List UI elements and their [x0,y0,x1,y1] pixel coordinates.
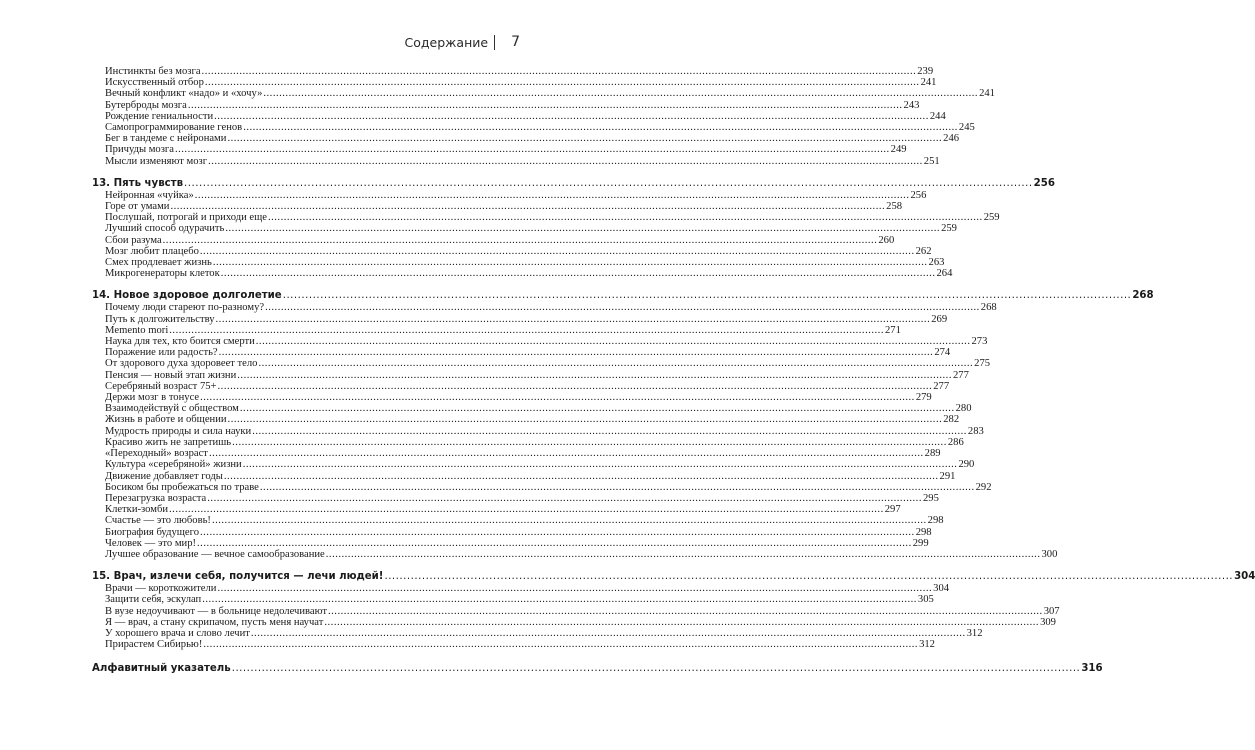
leader-dots [283,289,1132,302]
leader-dots [175,144,890,155]
toc-entry-title: Смех продлевает жизнь [105,257,212,269]
toc-entry[interactable] [92,122,975,134]
toc-entry-title: Лучший способ одурачить [105,223,225,235]
toc-entry-page: 258 [886,201,903,213]
toc-entry-page: 292 [975,481,992,493]
toc-entry-title: Искусственный отбор [105,77,204,89]
toc-entry-page: 245 [958,122,975,134]
toc-entry-title: Мозг любит плацебо [105,245,199,257]
toc-entry-title: Наука для тех, кто боится смерти [105,336,255,348]
toc-entry[interactable] [92,313,948,325]
toc-entry-page: 274 [934,347,951,359]
toc-entry-page: 312 [919,639,935,651]
page-number: 7 [511,34,520,50]
toc-entry-title: Серебряный возраст 75+ [105,380,217,392]
leader-dots [227,133,942,144]
leader-dots [251,628,966,639]
toc-entry[interactable] [92,583,950,595]
toc-entry-title: Я — врач, а стану скрипачом, пусть меня научат [105,616,324,628]
leader-dots [207,493,922,504]
toc-entry-title: Бег в тандеме с нейронами [105,133,227,145]
toc-entry[interactable] [92,144,907,156]
chapter-entry-title: 15. Врач, излечи себя, получится — лечи людей! [92,571,384,583]
leader-dots [224,471,939,482]
toc-entry[interactable] [92,99,920,111]
index-entry[interactable] [92,662,1103,675]
toc-entry-title: Босиком бы пробежаться по траве [105,481,259,493]
toc-entry-page: 239 [917,66,934,77]
toc-entry-title: У хорошего врача и слово лечит [105,627,250,639]
leader-dots [243,122,958,133]
toc-entry[interactable] [92,537,929,549]
toc-entry-page: 300 [1041,548,1058,560]
toc-entry-title: Прирастем Сибирью! [105,639,203,651]
toc-entry-title: Лучшее образование — вечное самообразование [105,548,325,560]
leader-dots [232,662,1081,675]
toc-entry-title: Врачи — короткожители [105,583,217,595]
leader-dots [214,111,929,122]
toc-entry[interactable] [92,436,964,448]
leader-dots [200,246,915,257]
leader-dots [218,381,933,392]
toc-entry[interactable] [92,358,991,370]
toc-entry[interactable] [92,425,984,437]
chapter-entry-page: 304 [1234,571,1255,583]
leader-dots [252,426,967,437]
toc-entry[interactable] [92,380,950,392]
toc-entry[interactable] [92,594,934,606]
header-divider [494,35,495,50]
toc-entry-page: 269 [931,313,948,325]
toc-entry[interactable] [92,481,992,493]
toc-entry-title: Жизнь в работе и общении [105,414,227,426]
leader-dots [212,515,927,526]
chapter-entry[interactable] [92,177,1055,190]
toc-entry[interactable] [92,403,972,415]
leader-dots [195,190,910,201]
toc-entry-title: Инстинкты без мозга [105,66,201,77]
toc-entry-title: Нейронная «чуйка» [105,189,194,201]
toc-entry-page: 312 [966,627,983,639]
toc-entry-title: Memento mori [105,324,169,336]
leader-dots [232,437,947,448]
toc-entry[interactable] [92,268,953,280]
leader-dots [205,77,920,88]
leader-dots [268,212,983,223]
toc-entry-title: Бутерброды мозга [105,99,187,111]
toc-entry[interactable] [92,492,939,504]
toc-section [92,66,995,167]
toc-entry-page: 277 [933,380,950,392]
leader-dots [208,156,923,167]
toc-entry-page: 290 [958,459,975,471]
toc-entry-title: Послушай, потрогай и приходи еще [105,212,267,224]
leader-dots [225,223,940,234]
toc-entry[interactable] [92,212,1000,224]
toc-entry-page: 283 [967,425,984,437]
toc-entry[interactable] [92,392,932,404]
toc-entry-page: 259 [941,223,957,235]
leader-dots [163,235,878,246]
toc-entry-page: 305 [917,594,934,606]
leader-dots [219,347,934,358]
leader-dots [200,527,915,538]
toc-entry-title: Самопрограммирование генов [105,122,243,134]
leader-dots [170,201,885,212]
toc-entry[interactable] [92,347,951,359]
toc-entry-title: Поражение или радость? [105,347,218,359]
toc-entry[interactable] [92,504,901,516]
table-of-contents [92,66,1255,675]
toc-entry-title: Сбои разума [105,234,162,246]
leader-dots [324,617,1039,628]
leader-dots [202,66,917,77]
leader-dots [169,504,884,515]
toc-entry-title: Счастье — это любовь! [105,515,211,527]
toc-entry-page: 286 [947,436,964,448]
toc-entry-page: 297 [884,504,901,516]
toc-entry-page: 273 [971,336,988,348]
toc-entry-title: Рождение гениальности [105,110,214,122]
toc-entry-title: Биография будущего [105,526,199,538]
toc-entry[interactable] [92,459,975,471]
toc-entry[interactable] [92,515,944,527]
toc-entry-page: 299 [912,537,929,549]
toc-section [92,177,1055,280]
toc-entry-page: 309 [1040,616,1056,628]
chapter-entry-title: 13. Пять чувств [92,177,184,189]
toc-entry-title: Путь к долгожительству [105,313,215,325]
toc-entry-page: 282 [943,414,960,426]
toc-entry-title: Культура «серебряной» жизни [105,459,242,471]
chapter-entry-page: 256 [1033,177,1055,189]
leader-dots [263,88,978,99]
toc-entry-page: 249 [890,144,907,156]
index-entry-page: 316 [1081,663,1103,675]
toc-entry-page: 262 [915,245,932,257]
leader-dots [200,392,915,403]
leader-dots [228,414,943,425]
toc-entry[interactable] [92,605,1060,617]
leader-dots [265,302,980,313]
toc-entry-page: 298 [915,526,932,538]
toc-section [92,289,1154,560]
header-title: Содержание [404,34,489,50]
toc-entry-page: 271 [884,324,901,336]
index-entry-title: Алфавитный указатель [92,663,231,675]
toc-entry[interactable] [92,627,983,639]
toc-entry-page: 291 [939,470,956,482]
toc-entry[interactable] [92,526,932,538]
toc-entry[interactable] [92,201,903,213]
toc-entry[interactable] [92,470,956,482]
toc-entry-page: 256 [910,189,927,201]
toc-entry-page: 295 [922,492,939,504]
toc-entry[interactable] [92,257,945,269]
toc-entry[interactable] [92,189,927,201]
leader-dots [188,100,903,111]
toc-entry-page: 260 [878,234,895,246]
running-header [405,33,520,51]
toc-entry-title: Держи мозг в тонусе [105,392,200,404]
leader-dots [209,448,924,459]
toc-entry-title: Микрогенераторы клеток [105,268,220,280]
toc-entry-title: Вечный конфликт «надо» и «хочу» [105,88,263,100]
toc-entry[interactable] [92,66,934,77]
chapter-entry-title: 14. Новое здоровое долголетие [92,290,282,302]
toc-entry[interactable] [92,302,997,314]
toc-entry-title: Мудрость природы и сила науки [105,425,252,437]
toc-entry-title: Мысли изменяют мозг [105,155,208,167]
toc-entry-page: 246 [943,133,960,145]
leader-dots [326,549,1041,560]
toc-entry-page: 289 [924,448,941,460]
toc-entry-title: В вузе недоучивают — в больнице недолечивают [105,605,327,617]
leader-dots [216,314,931,325]
toc-entry-title: Движение добавляет годы [105,470,223,482]
toc-entry[interactable] [92,155,940,167]
toc-entry-title: Взаимодействуй с обществом [105,403,239,415]
toc-entry-page: 304 [933,583,950,595]
leader-dots [217,583,932,594]
leader-dots [203,639,918,650]
toc-entry-title: Перезагрузка возраста [105,492,207,504]
toc-entry[interactable] [92,77,937,89]
toc-entry-title: Причуды мозга [105,144,174,156]
leader-dots [258,358,973,369]
leader-dots [384,570,1233,583]
leader-dots [328,606,1043,617]
leader-dots [202,594,917,605]
toc-entry[interactable] [92,548,1058,560]
toc-entry-page: 241 [920,77,937,89]
toc-entry-page: 307 [1043,605,1060,617]
leader-dots [240,403,955,414]
chapter-entry[interactable] [92,289,1154,302]
toc-entry[interactable] [92,88,995,100]
toc-entry[interactable] [92,245,932,257]
toc-entry[interactable] [92,234,895,246]
toc-entry-title: Человек — это мир! [105,537,197,549]
toc-entry-title: От здорового духа здоровеет тело [105,358,258,370]
toc-entry-page: 277 [952,369,969,381]
toc-entry-page: 259 [983,212,1000,224]
toc-entry-page: 298 [927,515,944,527]
leader-dots [221,268,936,279]
toc-entry-title: «Переходный» возраст [105,448,208,460]
toc-entry[interactable] [92,414,960,426]
leader-dots [260,482,975,493]
leader-dots [237,370,952,381]
toc-entry[interactable] [92,448,941,460]
leader-dots [169,325,884,336]
leader-dots [197,538,912,549]
toc-entry-page: 275 [974,358,991,370]
toc-entry-page: 243 [903,99,920,111]
toc-entry[interactable] [92,616,1056,628]
toc-entry-page: 241 [979,88,995,100]
toc-entry[interactable] [92,324,901,336]
leader-dots [213,257,928,268]
leader-dots [243,459,958,470]
toc-entry-page: 263 [928,257,945,269]
toc-entry-page: 264 [936,268,953,280]
toc-entry[interactable] [92,133,960,145]
toc-entry-title: Защити себя, эскулап [105,594,202,606]
toc-entry-page: 244 [929,110,946,122]
toc-entry[interactable] [92,223,957,235]
toc-section [92,570,1255,651]
chapter-entry-page: 268 [1132,290,1154,302]
toc-entry[interactable] [92,110,946,122]
leader-dots [184,177,1033,190]
toc-entry-title: Пенсия — новый этап жизни [105,369,237,381]
toc-entry-page: 268 [980,302,997,314]
leader-dots [256,336,971,347]
chapter-entry[interactable] [92,570,1255,583]
toc-entry-title: Горе от умами [105,201,170,213]
toc-entry[interactable] [92,639,935,651]
toc-entry-page: 251 [923,155,940,167]
toc-entry-title: Красиво жить не запретишь [105,436,232,448]
toc-entry[interactable] [92,336,988,348]
toc-entry-title: Почему люди стареют по-разному? [105,302,265,314]
toc-entry[interactable] [92,369,969,381]
toc-entry-page: 280 [955,403,972,415]
toc-entry-page: 279 [915,392,932,404]
toc-entry-title: Клетки-зомби [105,504,169,516]
